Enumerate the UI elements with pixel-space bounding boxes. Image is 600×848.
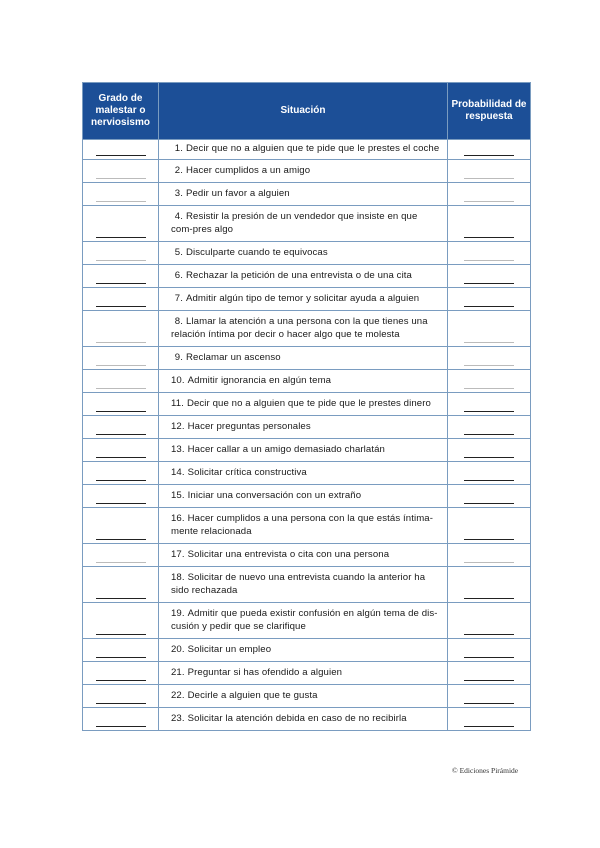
assertiveness-table xyxy=(82,82,531,731)
situation-number: 6. xyxy=(174,269,183,281)
table-row xyxy=(83,206,531,242)
situation-item xyxy=(159,710,447,728)
probability-answer-line[interactable] xyxy=(464,201,514,202)
situation-item xyxy=(159,208,447,239)
probability-answer-cell[interactable] xyxy=(448,485,531,508)
discomfort-answer-line[interactable] xyxy=(96,726,146,727)
situation-number: 15. xyxy=(171,489,185,501)
table-row xyxy=(83,265,531,288)
probability-answer-cell[interactable] xyxy=(448,160,531,183)
discomfort-answer-cell[interactable] xyxy=(83,462,159,485)
discomfort-answer-cell[interactable] xyxy=(83,347,159,370)
discomfort-answer-line[interactable] xyxy=(96,598,146,599)
table-body xyxy=(83,140,531,731)
situation-cell xyxy=(159,347,448,370)
situation-cell xyxy=(159,265,448,288)
discomfort-answer-line[interactable] xyxy=(96,634,146,635)
table-row xyxy=(83,140,531,160)
situation-number: 20. xyxy=(171,643,185,655)
situation-item xyxy=(159,464,447,482)
situation-item xyxy=(159,441,447,459)
discomfort-answer-cell[interactable] xyxy=(83,685,159,708)
probability-answer-cell[interactable] xyxy=(448,140,531,160)
situation-item xyxy=(159,140,447,158)
probability-answer-cell[interactable] xyxy=(448,265,531,288)
discomfort-answer-cell[interactable] xyxy=(83,140,159,160)
probability-answer-line[interactable] xyxy=(464,598,514,599)
discomfort-answer-cell[interactable] xyxy=(83,662,159,685)
discomfort-answer-cell[interactable] xyxy=(83,416,159,439)
situation-text: Resistir la presión de un vendedor que insiste en que com-pres algo xyxy=(171,211,418,235)
situation-cell xyxy=(159,462,448,485)
situation-cell xyxy=(159,685,448,708)
table-row xyxy=(83,393,531,416)
discomfort-answer-cell[interactable] xyxy=(83,485,159,508)
probability-answer-line[interactable] xyxy=(464,178,514,179)
probability-answer-cell[interactable] xyxy=(448,206,531,242)
situation-item xyxy=(159,605,447,636)
situation-cell xyxy=(159,544,448,567)
discomfort-answer-cell[interactable] xyxy=(83,265,159,288)
situation-item xyxy=(159,267,447,285)
situation-text: Hacer callar a un amigo demasiado charlatán xyxy=(187,443,385,455)
situation-cell xyxy=(159,311,448,347)
discomfort-answer-line[interactable] xyxy=(96,178,146,179)
probability-answer-line[interactable] xyxy=(464,726,514,727)
probability-answer-cell[interactable] xyxy=(448,603,531,639)
situation-item xyxy=(159,664,447,682)
situation-item xyxy=(159,546,447,564)
discomfort-answer-cell[interactable] xyxy=(83,370,159,393)
header-discomfort: Grado de malestar o nerviosismo xyxy=(83,83,159,140)
table-row xyxy=(83,288,531,311)
situation-number: 7. xyxy=(174,292,183,304)
situation-cell xyxy=(159,662,448,685)
table-row xyxy=(83,416,531,439)
discomfort-answer-cell[interactable] xyxy=(83,183,159,206)
discomfort-answer-line[interactable] xyxy=(96,365,146,366)
situation-text: Solicitar crítica constructiva xyxy=(187,466,307,478)
situation-number: 4. xyxy=(174,211,183,223)
probability-answer-cell[interactable] xyxy=(448,462,531,485)
table-row xyxy=(83,603,531,639)
table-row xyxy=(83,544,531,567)
probability-answer-cell[interactable] xyxy=(448,242,531,265)
discomfort-answer-line[interactable] xyxy=(96,201,146,202)
probability-answer-cell[interactable] xyxy=(448,567,531,603)
probability-answer-line[interactable] xyxy=(464,434,514,435)
table-row xyxy=(83,311,531,347)
situation-number: 10. xyxy=(171,374,185,386)
situation-text: Solicitar una entrevista o cita con una persona xyxy=(187,548,390,560)
situation-cell xyxy=(159,242,448,265)
situation-text: Disculparte cuando te equivocas xyxy=(186,246,328,258)
probability-answer-line[interactable] xyxy=(464,457,514,458)
discomfort-answer-line[interactable] xyxy=(96,388,146,389)
probability-answer-line[interactable] xyxy=(464,503,514,504)
discomfort-answer-line[interactable] xyxy=(96,283,146,284)
situation-cell xyxy=(159,393,448,416)
table-header-row xyxy=(83,83,531,140)
discomfort-answer-cell[interactable] xyxy=(83,288,159,311)
discomfort-answer-cell[interactable] xyxy=(83,567,159,603)
table-row xyxy=(83,462,531,485)
table-row xyxy=(83,347,531,370)
situation-cell xyxy=(159,439,448,462)
probability-answer-cell[interactable] xyxy=(448,416,531,439)
discomfort-answer-cell[interactable] xyxy=(83,439,159,462)
situation-item xyxy=(159,244,447,262)
situation-number: 8. xyxy=(174,316,183,328)
situation-number: 16. xyxy=(171,513,185,525)
situation-number: 3. xyxy=(174,187,183,199)
probability-answer-cell[interactable] xyxy=(448,183,531,206)
probability-answer-cell[interactable] xyxy=(448,544,531,567)
discomfort-answer-cell[interactable] xyxy=(83,160,159,183)
discomfort-answer-cell[interactable] xyxy=(83,311,159,347)
probability-answer-line[interactable] xyxy=(464,237,514,238)
discomfort-answer-cell[interactable] xyxy=(83,603,159,639)
discomfort-answer-cell[interactable] xyxy=(83,242,159,265)
situation-text: Admitir que pueda existir confusión en algún tema de dis-cusión y pedir que se clarifique xyxy=(171,608,438,632)
probability-answer-line[interactable] xyxy=(464,539,514,540)
table-row xyxy=(83,662,531,685)
situation-item xyxy=(159,395,447,413)
table-row xyxy=(83,370,531,393)
situation-cell xyxy=(159,140,448,160)
probability-answer-cell[interactable] xyxy=(448,508,531,544)
header-probability: Probabilidad de respuesta xyxy=(448,83,531,140)
discomfort-answer-line[interactable] xyxy=(96,237,146,238)
situation-number: 14. xyxy=(171,466,185,478)
table-row xyxy=(83,439,531,462)
discomfort-answer-cell[interactable] xyxy=(83,544,159,567)
discomfort-answer-line[interactable] xyxy=(96,411,146,412)
discomfort-answer-cell[interactable] xyxy=(83,708,159,731)
situation-text: Admitir ignorancia en algún tema xyxy=(187,374,332,386)
probability-answer-cell[interactable] xyxy=(448,347,531,370)
situation-text: Hacer cumplidos a un amigo xyxy=(186,164,311,176)
table-row xyxy=(83,183,531,206)
situation-text: Rechazar la petición de una entrevista o de una cita xyxy=(186,269,412,281)
discomfort-answer-line[interactable] xyxy=(96,480,146,481)
probability-answer-cell[interactable] xyxy=(448,662,531,685)
probability-answer-line[interactable] xyxy=(464,562,514,563)
situation-cell xyxy=(159,508,448,544)
situation-number: 13. xyxy=(171,443,185,455)
situation-cell xyxy=(159,160,448,183)
situation-item xyxy=(159,313,447,344)
table-row xyxy=(83,708,531,731)
situation-cell xyxy=(159,708,448,731)
situation-number: 21. xyxy=(171,666,185,678)
situation-text: Solicitar de nuevo una entrevista cuando la anterior ha sido rechazada xyxy=(171,572,426,596)
situation-item xyxy=(159,290,447,308)
probability-answer-cell[interactable] xyxy=(448,639,531,662)
table-row xyxy=(83,567,531,603)
situation-item xyxy=(159,349,447,367)
situation-text: Llamar la atención a una persona con la que tienes una relación íntima por decir o hacer algo que te molesta xyxy=(171,316,428,340)
probability-answer-cell[interactable] xyxy=(448,311,531,347)
discomfort-answer-cell[interactable] xyxy=(83,393,159,416)
situation-cell xyxy=(159,567,448,603)
probability-answer-line[interactable] xyxy=(464,703,514,704)
situation-number: 18. xyxy=(171,572,185,584)
situation-cell xyxy=(159,639,448,662)
situation-item xyxy=(159,687,447,705)
discomfort-answer-line[interactable] xyxy=(96,155,146,156)
situation-item xyxy=(159,372,447,390)
situation-cell xyxy=(159,206,448,242)
discomfort-answer-line[interactable] xyxy=(96,434,146,435)
situation-item xyxy=(159,510,447,541)
probability-answer-cell[interactable] xyxy=(448,370,531,393)
situation-item xyxy=(159,418,447,436)
probability-answer-line[interactable] xyxy=(464,634,514,635)
discomfort-answer-line[interactable] xyxy=(96,260,146,261)
discomfort-answer-line[interactable] xyxy=(96,342,146,343)
situation-text: Solicitar la atención debida en caso de no recibirla xyxy=(187,712,407,724)
table-row xyxy=(83,242,531,265)
discomfort-answer-cell[interactable] xyxy=(83,508,159,544)
discomfort-answer-line[interactable] xyxy=(96,680,146,681)
copyright-notice: © Ediciones Pirámide xyxy=(452,766,519,775)
situation-item xyxy=(159,641,447,659)
probability-answer-line[interactable] xyxy=(464,388,514,389)
discomfort-answer-cell[interactable] xyxy=(83,639,159,662)
probability-answer-cell[interactable] xyxy=(448,685,531,708)
discomfort-answer-cell[interactable] xyxy=(83,206,159,242)
table-row xyxy=(83,485,531,508)
situation-text: Reclamar un ascenso xyxy=(186,351,281,363)
situation-text: Decir que no a alguien que te pide que le prestes dinero xyxy=(186,397,431,409)
situation-item xyxy=(159,487,447,505)
situation-number: 17. xyxy=(171,548,185,560)
situation-item xyxy=(159,185,447,203)
probability-answer-line[interactable] xyxy=(464,365,514,366)
probability-answer-cell[interactable] xyxy=(448,439,531,462)
probability-answer-cell[interactable] xyxy=(448,288,531,311)
probability-answer-line[interactable] xyxy=(464,657,514,658)
situation-text: Hacer preguntas personales xyxy=(187,420,311,432)
situation-cell xyxy=(159,485,448,508)
probability-answer-line[interactable] xyxy=(464,411,514,412)
situation-item xyxy=(159,162,447,180)
situation-cell xyxy=(159,603,448,639)
situation-number: 19. xyxy=(171,608,185,620)
discomfort-answer-line[interactable] xyxy=(96,457,146,458)
discomfort-answer-line[interactable] xyxy=(96,562,146,563)
probability-answer-line[interactable] xyxy=(464,680,514,681)
situation-number: 2. xyxy=(174,164,183,176)
probability-answer-line[interactable] xyxy=(464,260,514,261)
situation-cell xyxy=(159,416,448,439)
situation-cell xyxy=(159,288,448,311)
situation-number: 1. xyxy=(174,143,183,155)
header-situation: Situación xyxy=(159,83,448,140)
table-row xyxy=(83,639,531,662)
situation-number: 11. xyxy=(171,397,184,409)
situation-item xyxy=(159,569,447,600)
situation-text: Iniciar una conversación con un extraño xyxy=(187,489,362,501)
discomfort-answer-line[interactable] xyxy=(96,539,146,540)
discomfort-answer-line[interactable] xyxy=(96,657,146,658)
situation-number: 9. xyxy=(174,351,183,363)
discomfort-answer-line[interactable] xyxy=(96,306,146,307)
situation-text: Pedir un favor a alguien xyxy=(186,187,290,199)
probability-answer-line[interactable] xyxy=(464,306,514,307)
situation-number: 5. xyxy=(174,246,183,258)
probability-answer-line[interactable] xyxy=(464,342,514,343)
situation-number: 12. xyxy=(171,420,185,432)
table-row xyxy=(83,508,531,544)
table-row xyxy=(83,685,531,708)
discomfort-answer-line[interactable] xyxy=(96,503,146,504)
situation-text: Hacer cumplidos a una persona con la que estás íntima-mente relacionada xyxy=(171,513,434,537)
probability-answer-line[interactable] xyxy=(464,480,514,481)
situation-text: Solicitar un empleo xyxy=(187,643,272,655)
probability-answer-line[interactable] xyxy=(464,283,514,284)
probability-answer-line[interactable] xyxy=(464,155,514,156)
situation-number: 23. xyxy=(171,712,185,724)
situation-cell xyxy=(159,183,448,206)
table-row xyxy=(83,160,531,183)
discomfort-answer-line[interactable] xyxy=(96,703,146,704)
situation-text: Admitir algún tipo de temor y solicitar ayuda a alguien xyxy=(186,292,420,304)
probability-answer-cell[interactable] xyxy=(448,708,531,731)
situation-text: Decir que no a alguien que te pide que le prestes el coche xyxy=(186,143,440,155)
situation-number: 22. xyxy=(171,689,185,701)
situation-text: Decirle a alguien que te gusta xyxy=(187,689,318,701)
probability-answer-cell[interactable] xyxy=(448,393,531,416)
situation-text: Preguntar si has ofendido a alguien xyxy=(187,666,343,678)
situation-cell xyxy=(159,370,448,393)
